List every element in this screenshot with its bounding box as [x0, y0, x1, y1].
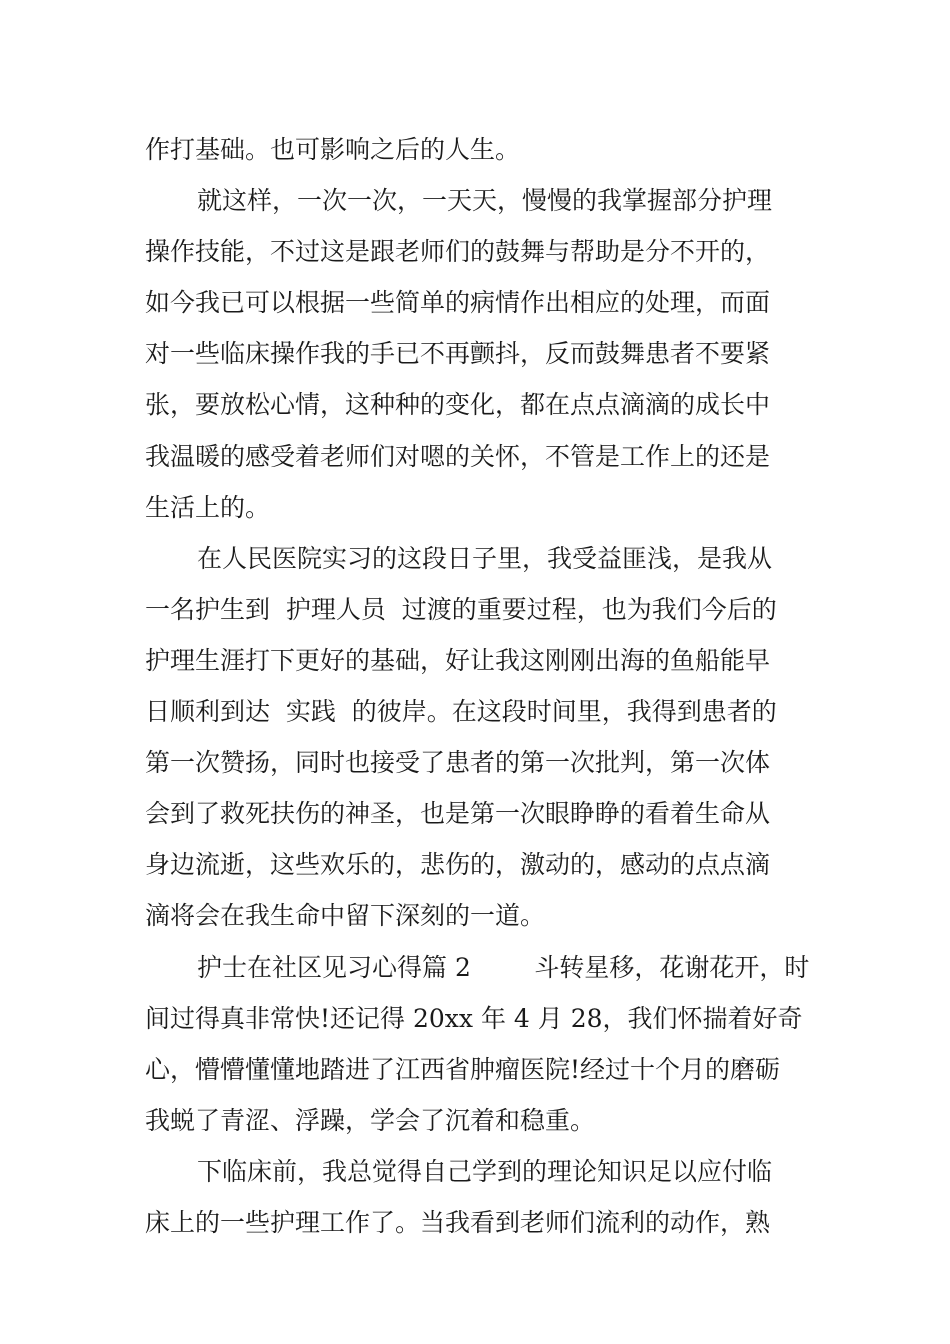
- text-line: 对一些临床操作我的手已不再颤抖，反而鼓舞患者不要紧: [145, 339, 771, 369]
- text-line: 如今我已可以根据一些简单的病情作出相应的处理，而面: [145, 288, 771, 318]
- text-line: 我温暖的感受着老师们对嗯的关怀，不管是工作上的还是: [145, 441, 771, 471]
- text-line: 会到了救死扶伤的神圣，也是第一次眼睁睁的看着生命从: [145, 799, 771, 829]
- text-line: 操作技能，不过这是跟老师们的鼓舞与帮助是分不开的，: [145, 237, 771, 267]
- text-line: 在人民医院实习的这段日子里，我受益匪浅，是我从: [197, 543, 773, 573]
- text-line: 护士在社区见习心得篇 2 斗转星移，花谢花开，时: [197, 952, 810, 982]
- text-line: 一名护生到 护理人员 过渡的重要过程，也为我们今后的: [145, 594, 777, 624]
- text-line: 滴将会在我生命中留下深刻的一道。: [145, 901, 546, 931]
- document-body: [145, 124, 815, 1248]
- text-line: 身边流逝，这些欢乐的，悲伤的，激动的，感动的点点滴: [145, 850, 771, 880]
- text-line: 床上的一些护理工作了。当我看到老师们流利的动作，熟: [145, 1207, 771, 1237]
- text-line: 就这样，一次一次，一天天，慢慢的我掌握部分护理: [197, 186, 773, 216]
- text-line: 张，要放松心情，这种种的变化，都在点点滴滴的成长中: [145, 390, 771, 420]
- text-line: 生活上的。: [145, 492, 271, 522]
- text-line: 我蜕了青涩、浮躁，学会了沉着和稳重。: [145, 1105, 596, 1135]
- text-line: 第一次赞扬，同时也接受了患者的第一次批判，第一次体: [145, 748, 771, 778]
- text-line: 心，懵懵懂懂地踏进了江西省肿瘤医院!经过十个月的磨砺: [145, 1054, 781, 1084]
- text-line: 间过得真非常快!还记得 20xx 年 4 月 28，我们怀揣着好奇: [145, 1003, 803, 1033]
- text-line: 日顺利到达 实践 的彼岸。在这段时间里，我得到患者的: [145, 697, 777, 727]
- text-line: 护理生涯打下更好的基础，好让我这刚刚出海的鱼船能早: [145, 645, 771, 675]
- text-line: 下临床前，我总觉得自己学到的理论知识足以应付临: [197, 1156, 773, 1186]
- text-line: 作打基础。也可影响之后的人生。: [145, 135, 521, 164]
